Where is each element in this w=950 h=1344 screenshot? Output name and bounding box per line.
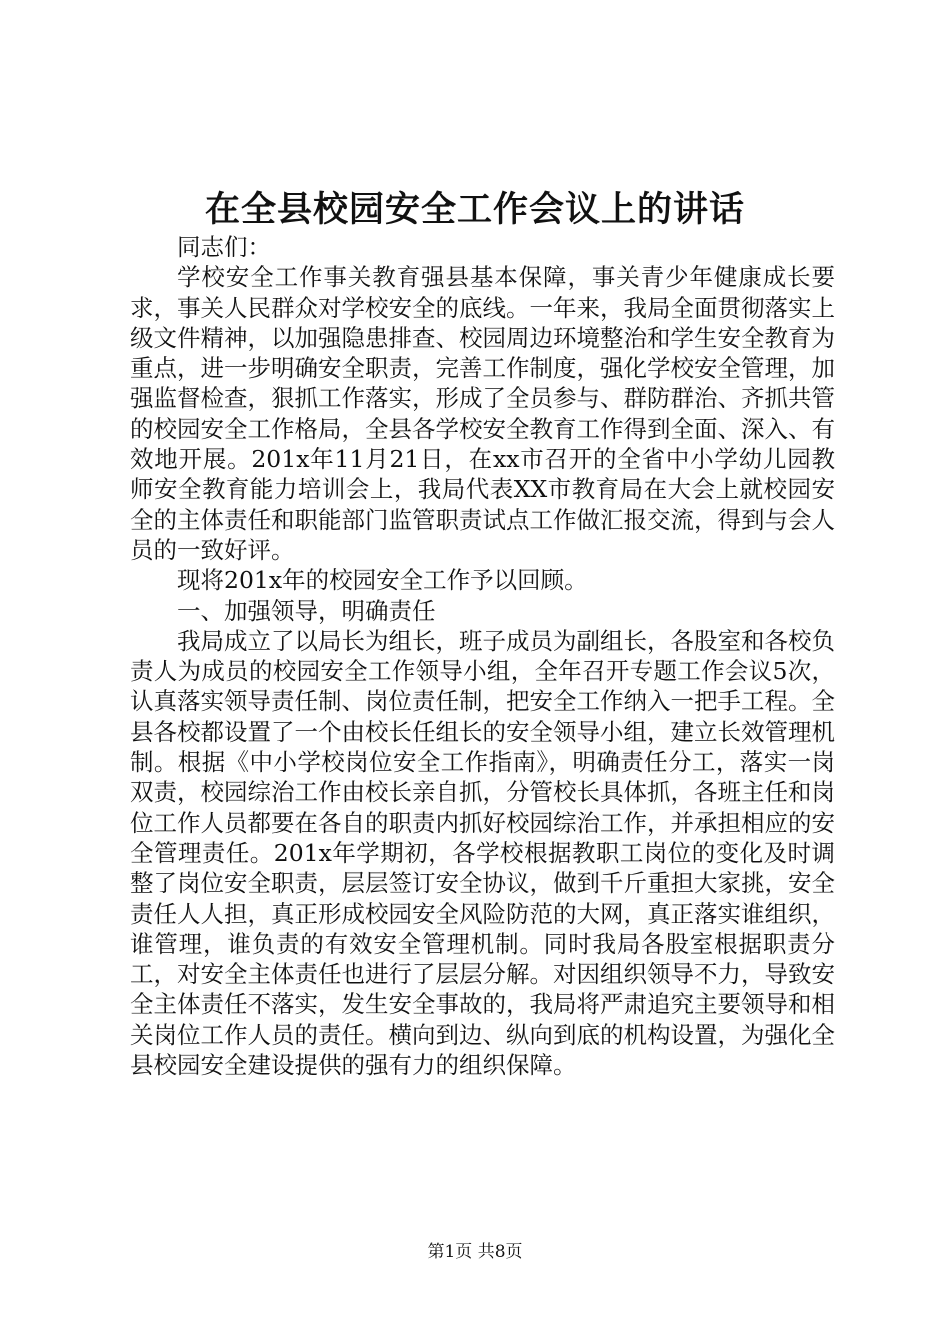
- section-heading: 一、加强领导，明确责任: [177, 596, 436, 625]
- paragraph-leadership: 我局成立了以局长为组长，班子成员为副组长，各股室和各校负责人为成员的校园安全工作领导小组，全年召开专题工作会议5次，认真落实领导责任制、岗位责任制，把安全工作纳入一把手工程。全县各校都设置了一个由校长任组长的安全领导小组，建立长效管理机制。根据《中小学校岗位安全工作指南》，明确责任分工，落实一岗双责，校园综治工作由校长亲自抓，分管校长具体抓，各班主任和岗位工作人员都要在各自的职责内抓好校园综治工作，并承担相应的安全管理责任。201x年学期初，各学校根据教职工岗位的变化及时调整了岗位安全职责，层层签订安全协议，做到千斤重担大家挑，安全责任人人担，真正形成校园安全风险防范的大网，真正落实谁组织，谁管理，谁负责的有效安全管理机制。同时我局各股室根据职责分工，对安全主体责任也进行了层层分解。对因组织领导不力，导致安全主体责任不落实，发生安全事故的，我局将严肃追究主要领导和相关岗位工作人员的责任。横向到边、纵向到底的机构设置，为强化全县校园安全建设提供的强有力的组织保障。: [130, 626, 835, 1080]
- document-body: [130, 232, 835, 1080]
- page-title: 在全县校园安全工作会议上的讲话: [204, 189, 745, 230]
- paragraph-review: 现将201x年的校园安全工作予以回顾。: [177, 566, 588, 595]
- page-number-footer: 第1页 共8页: [427, 1242, 523, 1262]
- salutation: 同志们：: [177, 233, 271, 261]
- paragraph-intro: 学校安全工作事关教育强县基本保障，事关青少年健康成长要求，事关人民群众对学校安全的底线。一年来，我局全面贯彻落实上级文件精神，以加强隐患排查、校园周边环境整治和学生安全教育为重点，进一步明确安全职责，完善工作制度，强化学校安全管理，加强监督检查，狠抓工作落实，形成了全员参与、群防群治、齐抓共管的校园安全工作格局，全县各学校安全教育工作得到全面、深入、有效地开展。201x年11月21日，在xx市召开的全省中小学幼儿园教师安全教育能力培训会上，我局代表XX市教育局在大会上就校园安全的主体责任和职能部门监管职责试点工作做汇报交流，得到与会人员的一致好评。: [130, 263, 835, 564]
